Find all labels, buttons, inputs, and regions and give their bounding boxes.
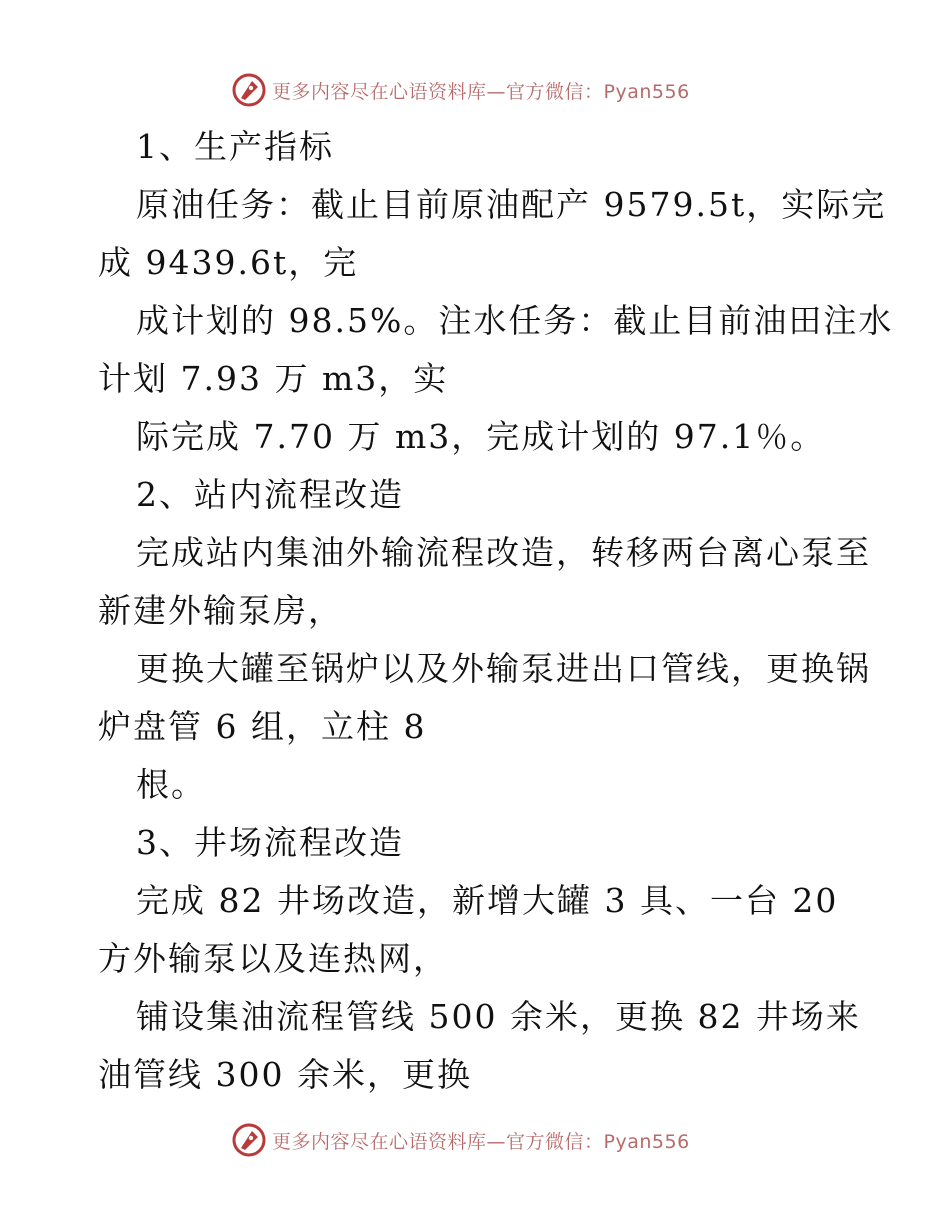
paragraph-line: 成 9439.6t，完 bbox=[98, 243, 359, 282]
paragraph-line: 新建外输泵房， bbox=[98, 591, 343, 630]
paragraph-line: 油管线 300 余米，更换 bbox=[98, 1055, 472, 1094]
watermark-text: 更多内容尽在心语资料库—官方微信：Pyan556 bbox=[272, 80, 690, 103]
paragraph-line: 更换大罐至锅炉以及外输泵进出口管线，更换锅 bbox=[136, 649, 871, 688]
paragraph-line: 炉盘管 6 组，立柱 8 bbox=[98, 707, 427, 746]
section-heading-wellsite: 3、井场流程改造 bbox=[136, 823, 404, 862]
section-heading-production: 1、生产指标 bbox=[136, 127, 334, 166]
paragraph-line: 根。 bbox=[136, 765, 206, 804]
paragraph-line: 计划 7.93 万 m3，实 bbox=[98, 359, 449, 398]
header-watermark-banner bbox=[232, 72, 690, 108]
footer-watermark-banner bbox=[232, 1122, 690, 1158]
section-heading-station: 2、站内流程改造 bbox=[136, 475, 404, 514]
paragraph-line: 完成站内集油外输流程改造，转移两台离心泵至 bbox=[136, 533, 871, 572]
paragraph-line: 方外输泵以及连热网， bbox=[98, 939, 448, 978]
paragraph-line: 完成 82 井场改造，新增大罐 3 具、一台 20 bbox=[136, 881, 839, 920]
paragraph-line: 原油任务：截止目前原油配产 9579.5t，实际完 bbox=[136, 185, 887, 224]
pen-nib-logo-icon bbox=[232, 73, 266, 107]
paragraph-line: 铺设集油流程管线 500 余米，更换 82 井场来 bbox=[136, 997, 861, 1036]
watermark-text: 更多内容尽在心语资料库—官方微信：Pyan556 bbox=[272, 1130, 690, 1153]
paragraph-line: 际完成 7.70 万 m3，完成计划的 97.1％。 bbox=[136, 417, 826, 456]
paragraph-line: 成计划的 98.5%。注水任务：截止目前油田注水 bbox=[136, 301, 894, 340]
pen-nib-logo-icon bbox=[232, 1123, 266, 1157]
